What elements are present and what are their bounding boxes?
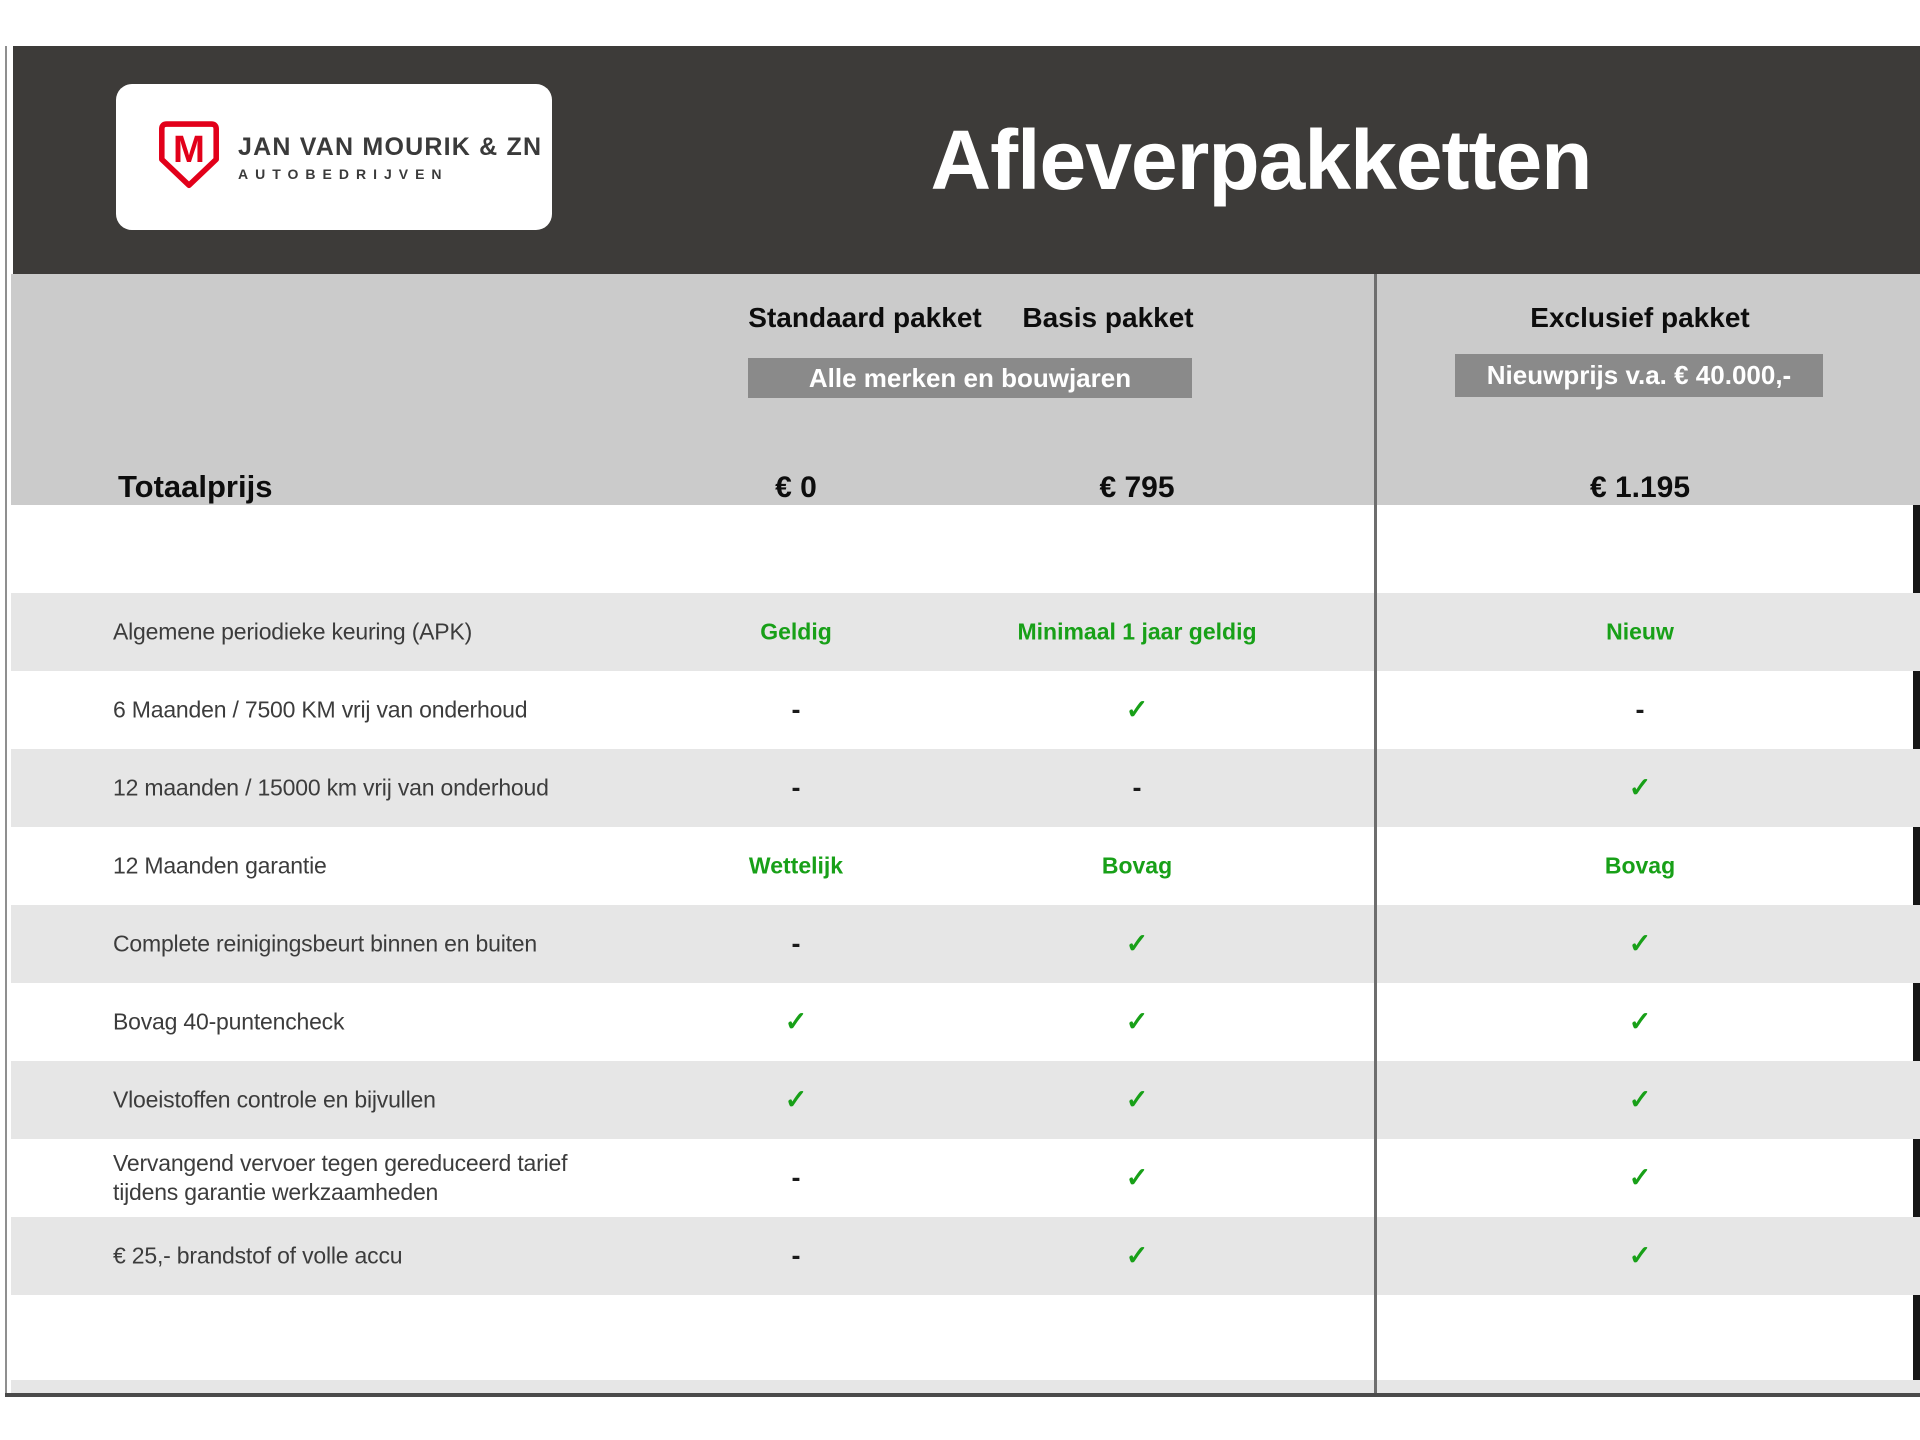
table-row-garantie: [11, 827, 1920, 905]
cell-exclusief: ✓: [1628, 1240, 1652, 1271]
table-row-brandstof-accu: [11, 1217, 1920, 1295]
cell-standaard: Geldig: [760, 618, 832, 645]
cell-exclusief: ✓: [1628, 1084, 1652, 1115]
row-label: [113, 930, 537, 959]
svg-text:M: M: [173, 127, 205, 171]
page-header: [13, 46, 1920, 274]
table-row-vervangend-vervoer: [11, 1139, 1920, 1217]
cell-standaard: ✓: [784, 1084, 808, 1115]
row-label: [113, 774, 549, 803]
bottom-border-line: [5, 1393, 1920, 1397]
total-price-standaard: € 0: [775, 471, 817, 504]
feature-table: [11, 593, 1920, 1295]
row-label-text: Vloeistoffen controle en bijvullen: [113, 1086, 436, 1113]
cell-standaard: -: [791, 928, 801, 959]
row-label-text: Algemene periodieke keuring (APK): [113, 618, 473, 645]
row-label: [113, 1008, 344, 1037]
column-header-exclusief: Exclusief pakket: [1530, 302, 1750, 333]
row-label-text: 12 maanden / 15000 km vrij van onderhoud: [113, 774, 549, 801]
table-row-bovag-check: [11, 983, 1920, 1061]
totals-label: Totaalprijs: [118, 469, 273, 504]
cell-standaard: -: [791, 772, 801, 803]
cell-basis: ✓: [1125, 1162, 1149, 1193]
row-label-text: Vervangend vervoer tegen gereduceerd tarief: [113, 1150, 568, 1176]
cell-basis: ✓: [1125, 1006, 1149, 1037]
exclusief-column-divider: [1374, 274, 1377, 1395]
brand-name: JAN VAN MOURIK & ZN: [238, 132, 543, 161]
cell-standaard: -: [791, 1240, 801, 1271]
m-shield-icon: [158, 121, 220, 194]
total-price-exclusief: € 1.195: [1589, 471, 1691, 504]
page-title: Afleverpakketten: [930, 113, 1592, 207]
cell-exclusief: Nieuw: [1606, 618, 1674, 645]
row-label-text: Complete reinigingsbeurt binnen en buiten: [113, 930, 537, 957]
cell-exclusief: ✓: [1628, 928, 1652, 959]
cell-basis: ✓: [1125, 928, 1149, 959]
row-label: [113, 852, 327, 881]
exclusief-price-badge: Nieuwprijs v.a. € 40.000,-: [1455, 354, 1823, 397]
row-label-text: 12 Maanden garantie: [113, 852, 327, 879]
row-label-subtext: tijdens garantie werkzaamheden: [113, 1179, 439, 1205]
brand-subtitle: AUTOBEDRIJVEN: [238, 165, 449, 182]
cell-basis: Bovag: [1101, 852, 1173, 879]
cell-exclusief: ✓: [1628, 1162, 1652, 1193]
row-label-text: € 25,- brandstof of volle accu: [113, 1242, 403, 1269]
bottom-gray-strip: [11, 1380, 1920, 1393]
cell-exclusief: ✓: [1628, 1006, 1652, 1037]
cell-standaard: -: [791, 694, 801, 725]
left-border-line: [5, 46, 7, 1397]
column-header-standaard: Standaard pakket: [748, 302, 982, 333]
row-label-text: Bovag 40-puntencheck: [113, 1008, 345, 1035]
brand-logo-card: [116, 84, 552, 230]
brand-text: [238, 133, 542, 182]
row-label-text: 6 Maanden / 7500 KM vrij van onderhoud: [113, 696, 528, 723]
table-row-6-maanden-onderhoud: [11, 671, 1920, 749]
cell-exclusief: ✓: [1628, 772, 1652, 803]
row-label: [113, 1242, 402, 1271]
column-header-basis: Basis pakket: [1022, 302, 1194, 333]
cell-exclusief: Bovag: [1604, 852, 1676, 879]
cell-basis: ✓: [1125, 1240, 1149, 1271]
table-row-12-maanden-onderhoud: [11, 749, 1920, 827]
table-row-reinigingsbeurt: [11, 905, 1920, 983]
cell-exclusief: -: [1635, 694, 1645, 725]
row-label: [113, 696, 527, 725]
cell-standaard: Wettelijk: [748, 852, 844, 879]
row-label: [113, 618, 472, 647]
package-header-band: [11, 274, 1920, 505]
row-label: [113, 1086, 436, 1115]
cell-standaard: -: [791, 1162, 801, 1193]
cell-basis: Minimaal 1 jaar geldig: [1017, 618, 1257, 645]
total-price-basis: € 795: [1099, 471, 1175, 504]
table-row-vloeistoffen: [11, 1061, 1920, 1139]
cell-standaard: ✓: [784, 1006, 808, 1037]
cell-basis: ✓: [1125, 694, 1149, 725]
shared-packages-badge: Alle merken en bouwjaren: [748, 358, 1192, 398]
row-label: [113, 1149, 567, 1207]
table-row-apk: [11, 593, 1920, 671]
cell-basis: ✓: [1125, 1084, 1149, 1115]
cell-basis: -: [1132, 772, 1142, 803]
